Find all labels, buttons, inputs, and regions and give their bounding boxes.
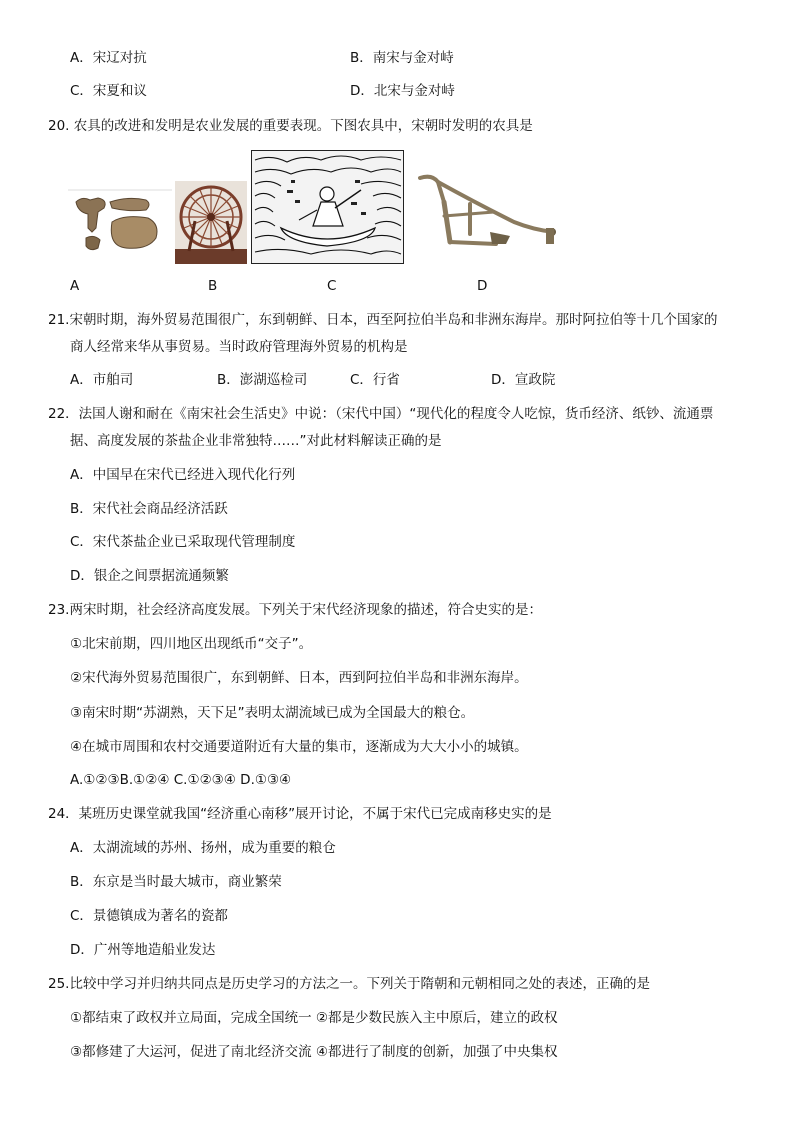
q23-item-1: ①北宋前期，四川地区出现纸币“交子”。: [70, 636, 313, 652]
q20-image-label-d: D: [477, 278, 488, 294]
farm-tool-image-b: [175, 181, 247, 264]
q25-items-line2: ③都修建了大运河，促进了南北经济交流 ④都进行了制度的创新，加强了中央集权: [70, 1044, 558, 1060]
q24-option-b: B．东京是当时最大城市，商业繁荣: [70, 874, 282, 890]
q21-stem-line2: 商人经常来华从事贸易。当时政府管理海外贸易的机构是: [70, 339, 408, 355]
q23-item-2: ②宋代海外贸易范围很广，东到朝鲜、日本，西到阿拉伯半岛和非洲东海岸。: [70, 670, 528, 686]
q22-option-b: B．宋代社会商品经济活跃: [70, 501, 228, 517]
q24-option-c: C．景德镇成为著名的瓷都: [70, 908, 228, 924]
q24-option-a: A．太湖流域的苏州、扬州，成为重要的粮仓: [70, 840, 336, 856]
q22-stem-line2: 据、高度发展的茶盐企业非常独特……”对此材料解读正确的是: [70, 433, 442, 449]
q23-stem: 23.两宋时期，社会经济高度发展。下列关于宋代经济现象的描述，符合史实的是：: [48, 602, 542, 618]
q21-option-c: C．行省: [350, 372, 400, 388]
q20-image-label-b: B: [208, 278, 218, 294]
q22-option-a: A．中国早在宋代已经进入现代化行列: [70, 467, 296, 483]
q19-option-b: B．南宋与金对峙: [350, 50, 454, 66]
q22-stem-line1: 22．法国人谢和耐在《南宋社会生活史》中说：（宋代中国）“现代化的程度令人吃惊，货币经济、纸钞、流通票: [48, 406, 714, 422]
q20-image-label-a: A: [70, 278, 80, 294]
q23-options: A.①②③B.①②④ C.①②③④ D.①③④: [70, 772, 292, 788]
q21-option-b: B．澎湖巡检司: [217, 372, 308, 388]
q25-stem: 25.比较中学习并归纳共同点是历史学习的方法之一。下列关于隋朝和元朝相同之处的表述，正确的是: [48, 976, 650, 992]
q20-stem: 20. 农具的改进和发明是农业发展的重要表现。下图农具中，宋朝时发明的农具是: [48, 118, 533, 134]
q23-item-3: ③南宋时期“苏湖熟，天下足”表明太湖流域已成为全国最大的粮仓。: [70, 705, 475, 721]
q24-option-d: D．广州等地造船业发达: [70, 942, 216, 958]
q23-item-4: ④在城市周围和农村交通要道附近有大量的集市，逐渐成为大大小小的城镇。: [70, 739, 528, 755]
q21-stem-line1: 21.宋朝时期，海外贸易范围很广，东到朝鲜、日本，西至阿拉伯半岛和非洲东海岸。那时阿拉伯等十几个国家的: [48, 312, 718, 328]
q22-option-c: C．宋代茶盐企业已采取现代管理制度: [70, 534, 296, 550]
q20-image-label-c: C: [327, 278, 337, 294]
farm-tool-image-a: [68, 188, 172, 263]
q19-option-a: A．宋辽对抗: [70, 50, 147, 66]
farm-tool-image-c: [251, 150, 404, 264]
q19-option-d: D．北宋与金对峙: [350, 83, 455, 99]
q25-items-line1: ①都结束了政权并立局面，完成全国统一 ②都是少数民族入主中原后，建立的政权: [70, 1010, 558, 1026]
q22-option-d: D．银企之间票据流通频繁: [70, 568, 229, 584]
q21-option-d: D．宣政院: [491, 372, 556, 388]
q24-stem: 24．某班历史课堂就我国“经济重心南移”展开讨论，不属于宋代已完成南移史实的是: [48, 806, 552, 822]
q21-option-a: A．市舶司: [70, 372, 134, 388]
q19-option-c: C．宋夏和议: [70, 83, 147, 99]
farm-tool-image-d: [414, 172, 560, 248]
